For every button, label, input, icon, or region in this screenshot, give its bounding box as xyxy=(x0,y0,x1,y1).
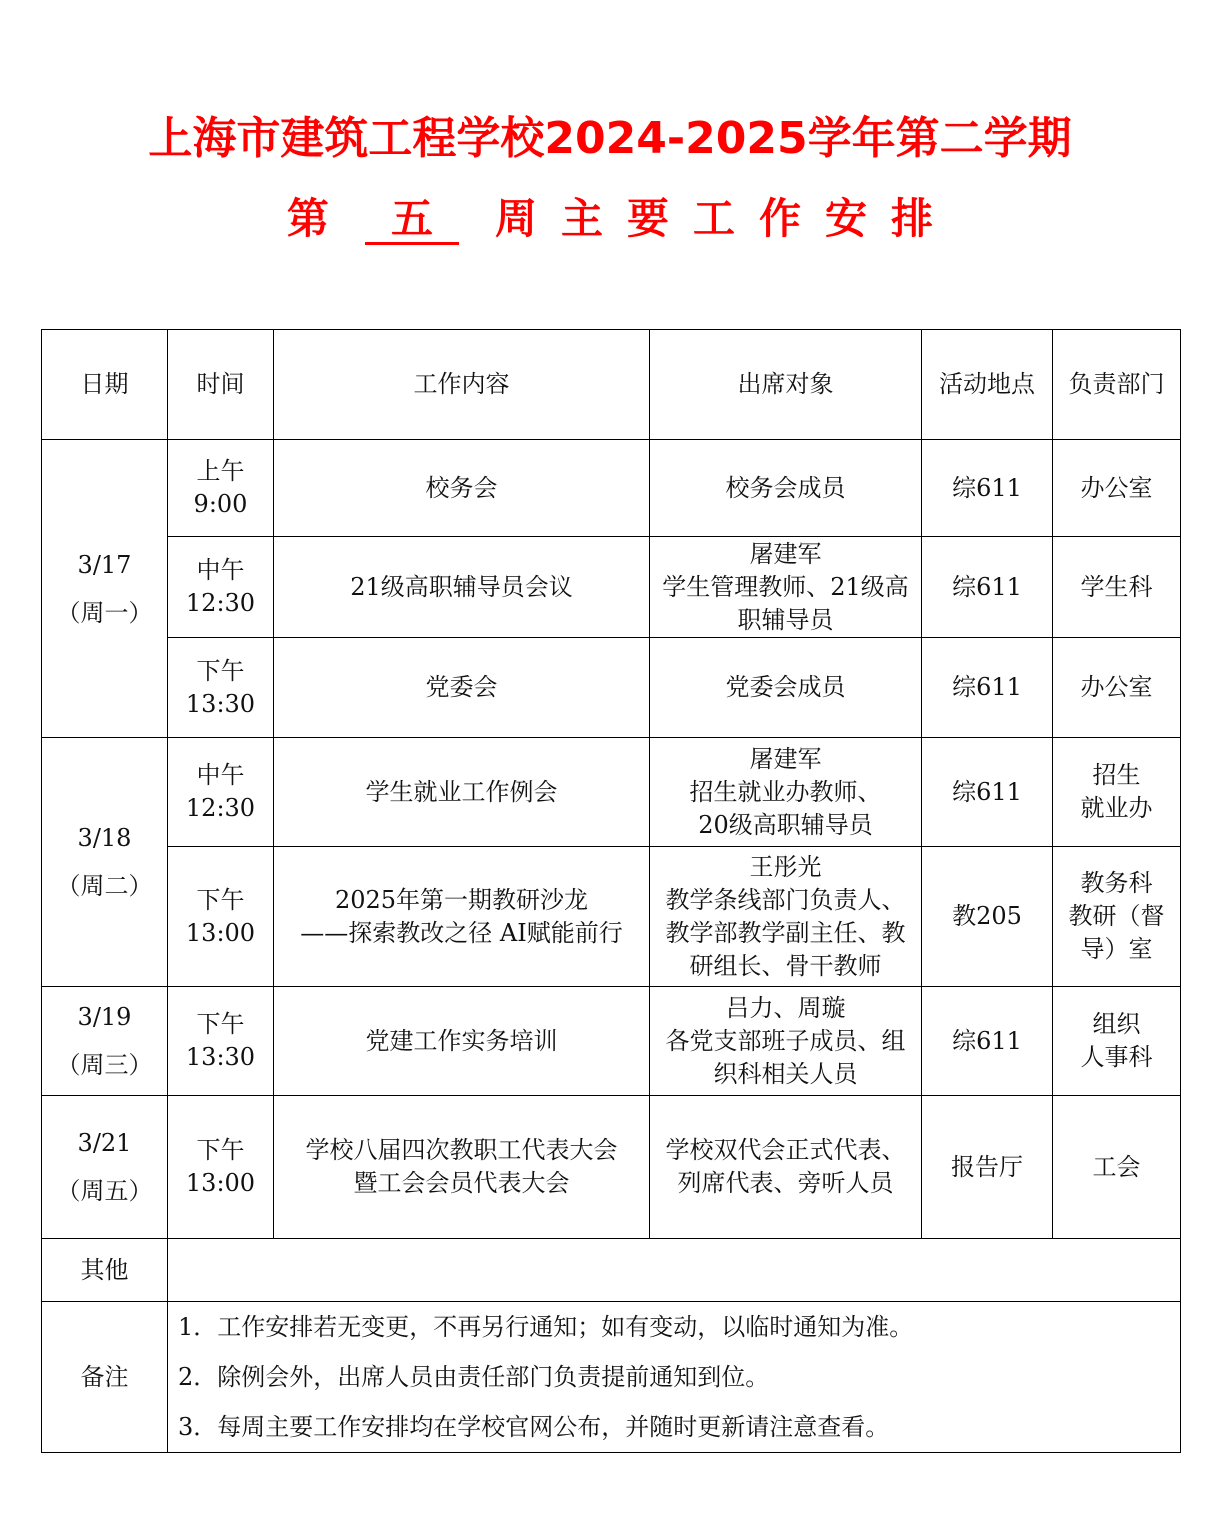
notes-label: 备注 xyxy=(42,1302,168,1453)
content-cell xyxy=(274,537,650,638)
content-cell xyxy=(274,638,650,738)
dept-text: 办公室 xyxy=(1080,673,1153,701)
weekday: （周一） xyxy=(56,598,153,627)
weekday: （周二） xyxy=(56,872,153,900)
location-cell: 综611 xyxy=(922,440,1053,537)
document-subtitle xyxy=(0,186,1206,246)
header-row xyxy=(42,330,1181,440)
location-cell: 报告厅 xyxy=(922,1096,1053,1239)
content-cell xyxy=(274,987,650,1096)
dept-cell xyxy=(1053,1096,1181,1239)
date: 3/19 xyxy=(77,1003,132,1031)
dept-text: 就业办 xyxy=(1080,794,1153,822)
attendees-text: 教学部教学副主任、教 xyxy=(665,918,906,947)
dept-cell xyxy=(1053,738,1181,847)
attendees-text: 党委会成员 xyxy=(725,673,846,701)
dept-cell xyxy=(1053,537,1181,638)
attendees-text: 学校双代会正式代表、 xyxy=(665,1136,906,1164)
time-value: 13:00 xyxy=(185,1169,256,1197)
column-header: 日期 xyxy=(42,330,168,440)
content-cell xyxy=(274,440,650,537)
time-value: 13:00 xyxy=(185,918,256,947)
attendees-cell xyxy=(650,1096,922,1239)
subtitle-char: 要 xyxy=(626,194,669,243)
time-value: 13:30 xyxy=(185,1043,256,1071)
time-cell xyxy=(168,847,274,987)
location-cell: 综611 xyxy=(922,987,1053,1096)
other-row xyxy=(42,1239,1181,1302)
subtitle-char: 排 xyxy=(891,194,934,243)
date: 3/21 xyxy=(77,1129,132,1157)
attendees-text: 各党支部班子成员、组 xyxy=(665,1026,906,1055)
attendees-cell xyxy=(650,987,922,1096)
notes-cell xyxy=(168,1302,1181,1453)
dept-cell xyxy=(1053,440,1181,537)
date-cell xyxy=(42,987,168,1096)
dept-text: 教研（督 xyxy=(1068,902,1165,930)
attendees-text: 屠建军 xyxy=(749,744,822,773)
note-item: 1．工作安排若无变更，不再另行通知；如有变动，以临时通知为准。 xyxy=(178,1313,914,1341)
date-cell xyxy=(42,1096,168,1239)
content-cell xyxy=(274,1096,650,1239)
dept-text: 人事科 xyxy=(1080,1043,1153,1071)
time-cell xyxy=(168,1096,274,1239)
attendees-text: 教学条线部门负责人、 xyxy=(665,885,906,914)
attendees-text: 研组长、骨干教师 xyxy=(689,951,882,980)
attendees-text: 屠建军 xyxy=(749,539,822,568)
attendees-cell xyxy=(650,738,922,847)
attendees-cell xyxy=(650,440,922,537)
table-row xyxy=(42,537,1181,638)
attendees-text: 列席代表、旁听人员 xyxy=(677,1169,894,1197)
table-row xyxy=(42,1096,1181,1239)
column-header: 活动地点 xyxy=(922,330,1053,440)
dept-text: 工会 xyxy=(1092,1152,1141,1181)
table-row xyxy=(42,638,1181,738)
content-text: 党委会 xyxy=(425,673,498,701)
content-text: 暨工会会员代表大会 xyxy=(353,1169,570,1197)
content-text: 党建工作实务培训 xyxy=(365,1026,558,1055)
weekday: （周三） xyxy=(56,1051,153,1079)
time-period: 中午 xyxy=(196,556,245,584)
table-row xyxy=(42,847,1181,987)
content-text: 学生就业工作例会 xyxy=(365,777,558,806)
attendees-cell xyxy=(650,847,922,987)
subtitle-char: 工 xyxy=(693,194,736,243)
table-row xyxy=(42,440,1181,537)
document-title: 上海市建筑工程学校2024-2025学年第二学期 xyxy=(148,113,1072,164)
time-period: 下午 xyxy=(196,1136,245,1164)
time-value: 12:30 xyxy=(185,589,256,617)
attendees-text: 织科相关人员 xyxy=(713,1059,858,1088)
content-cell xyxy=(274,738,650,847)
dept-text: 组织 xyxy=(1092,1010,1141,1038)
dept-cell xyxy=(1053,987,1181,1096)
week-number: 五 xyxy=(365,196,459,245)
column-header: 时间 xyxy=(168,330,274,440)
content-text: 学校八届四次教职工代表大会 xyxy=(305,1136,618,1164)
time-cell xyxy=(168,638,274,738)
dept-cell xyxy=(1053,847,1181,987)
attendees-text: 招生就业办教师、 xyxy=(689,777,882,806)
time-cell xyxy=(168,537,274,638)
dept-text: 教务科 xyxy=(1080,869,1153,897)
subtitle-char: 作 xyxy=(759,194,802,243)
dept-cell xyxy=(1053,638,1181,738)
attendees-text: 校务会成员 xyxy=(725,473,846,502)
time-period: 下午 xyxy=(196,656,245,685)
time-period: 下午 xyxy=(196,1010,245,1038)
time-cell xyxy=(168,987,274,1096)
subtitle-char: 安 xyxy=(825,194,868,243)
subtitle-char: 主 xyxy=(560,194,603,243)
attendees-text: 20级高职辅导员 xyxy=(698,810,873,839)
subtitle-prefix: 第 xyxy=(286,194,329,243)
column-header: 负责部门 xyxy=(1053,330,1181,440)
table-row xyxy=(42,738,1181,847)
attendees-text: 吕力、周璇 xyxy=(725,993,846,1022)
time-period: 中午 xyxy=(196,761,245,789)
dept-text: 招生 xyxy=(1092,761,1141,789)
attendees-text: 职辅导员 xyxy=(737,605,834,634)
dept-text: 学生科 xyxy=(1080,572,1153,601)
other-value xyxy=(168,1239,1181,1302)
notes-row xyxy=(42,1302,1181,1453)
location-cell: 教205 xyxy=(922,847,1053,987)
weekday: （周五） xyxy=(56,1177,153,1205)
subtitle-char: 周 xyxy=(494,194,537,243)
location-cell: 综611 xyxy=(922,738,1053,847)
dept-text: 导）室 xyxy=(1080,935,1153,963)
column-header: 出席对象 xyxy=(650,330,922,440)
attendees-text: 王彤光 xyxy=(749,852,822,881)
time-period: 上午 xyxy=(196,457,245,485)
other-label: 其他 xyxy=(42,1239,168,1302)
table-row xyxy=(42,987,1181,1096)
note-item: 2．除例会外，出席人员由责任部门负责提前通知到位。 xyxy=(178,1363,770,1391)
date: 3/18 xyxy=(77,824,132,852)
attendees-cell xyxy=(650,537,922,638)
time-value: 9:00 xyxy=(193,490,248,518)
date: 3/17 xyxy=(77,550,132,579)
content-text: 21级高职辅导员会议 xyxy=(350,572,573,601)
location-cell: 综611 xyxy=(922,638,1053,738)
attendees-text: 学生管理教师、21级高 xyxy=(662,572,909,601)
content-cell xyxy=(274,847,650,987)
dept-text: 办公室 xyxy=(1080,473,1153,502)
time-value: 13:30 xyxy=(185,689,256,718)
note-item: 3．每周主要工作安排均在学校官网公布，并随时更新请注意查看。 xyxy=(178,1413,890,1441)
column-header: 工作内容 xyxy=(274,330,650,440)
content-text: 校务会 xyxy=(425,473,498,502)
schedule-table xyxy=(41,329,1181,1453)
time-value: 12:30 xyxy=(185,794,256,822)
time-period: 下午 xyxy=(196,885,245,914)
content-text: 2025年第一期教研沙龙 xyxy=(334,885,589,914)
attendees-cell xyxy=(650,638,922,738)
date-cell xyxy=(42,440,168,738)
time-cell xyxy=(168,440,274,537)
date-cell xyxy=(42,738,168,987)
content-text: ——探索教改之径 AI赋能前行 xyxy=(300,918,623,947)
time-cell xyxy=(168,738,274,847)
location-cell: 综611 xyxy=(922,537,1053,638)
